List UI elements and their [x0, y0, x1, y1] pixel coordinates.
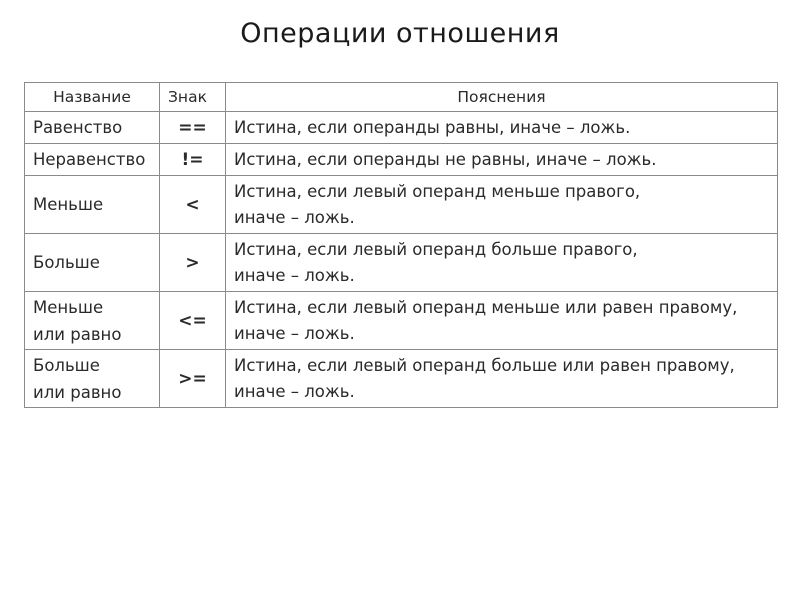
operator-description: [226, 112, 778, 144]
table-row: [25, 292, 778, 350]
description-line: Истина, если левый операнд больше правого,: [234, 239, 638, 259]
operator-description: [226, 144, 778, 176]
operator-name: [25, 176, 160, 234]
table-row: [25, 350, 778, 408]
header-name: Название: [25, 83, 160, 112]
description-line: иначе – ложь.: [234, 207, 355, 227]
table-row: [25, 176, 778, 234]
description-line: Истина, если левый операнд больше или равен правому,: [234, 355, 735, 375]
operator-name: [25, 234, 160, 292]
table-header-row: [25, 83, 778, 112]
table-row: [25, 112, 778, 144]
operator-description: [226, 350, 778, 408]
operator-name: [25, 112, 160, 144]
operator-name: [25, 350, 160, 408]
operator-sign: >: [160, 234, 226, 292]
description-line: иначе – ложь.: [234, 323, 355, 343]
table-row: [25, 234, 778, 292]
operator-sign: <=: [160, 292, 226, 350]
operator-name: [25, 292, 160, 350]
operator-name-line: или равно: [33, 382, 122, 402]
operator-name-line: Равенство: [33, 117, 123, 137]
relational-operators-table: [24, 82, 778, 408]
header-sign: Знак: [160, 83, 226, 112]
description-line: Истина, если операнды не равны, иначе – ложь.: [234, 149, 657, 169]
table-row: [25, 144, 778, 176]
operator-description: [226, 292, 778, 350]
description-line: иначе – ложь.: [234, 381, 355, 401]
operator-name-line: Меньше: [33, 297, 104, 317]
operator-name-line: или равно: [33, 324, 122, 344]
operator-description: [226, 176, 778, 234]
operator-sign: <: [160, 176, 226, 234]
operator-name-line: Неравенство: [33, 149, 146, 169]
header-description: Пояснения: [226, 83, 778, 112]
operator-sign: ==: [160, 112, 226, 144]
operator-name: [25, 144, 160, 176]
operator-name-line: Меньше: [33, 194, 104, 214]
description-line: иначе – ложь.: [234, 265, 355, 285]
page-title: Операции отношения: [240, 18, 560, 49]
operator-name-line: Больше: [33, 252, 100, 272]
description-line: Истина, если левый операнд меньше правого,: [234, 181, 641, 201]
operator-sign: !=: [160, 144, 226, 176]
operator-sign: >=: [160, 350, 226, 408]
operator-name-line: Больше: [33, 355, 100, 375]
description-line: Истина, если операнды равны, иначе – ложь.: [234, 117, 631, 137]
description-line: Истина, если левый операнд меньше или равен правому,: [234, 297, 738, 317]
operator-description: [226, 234, 778, 292]
